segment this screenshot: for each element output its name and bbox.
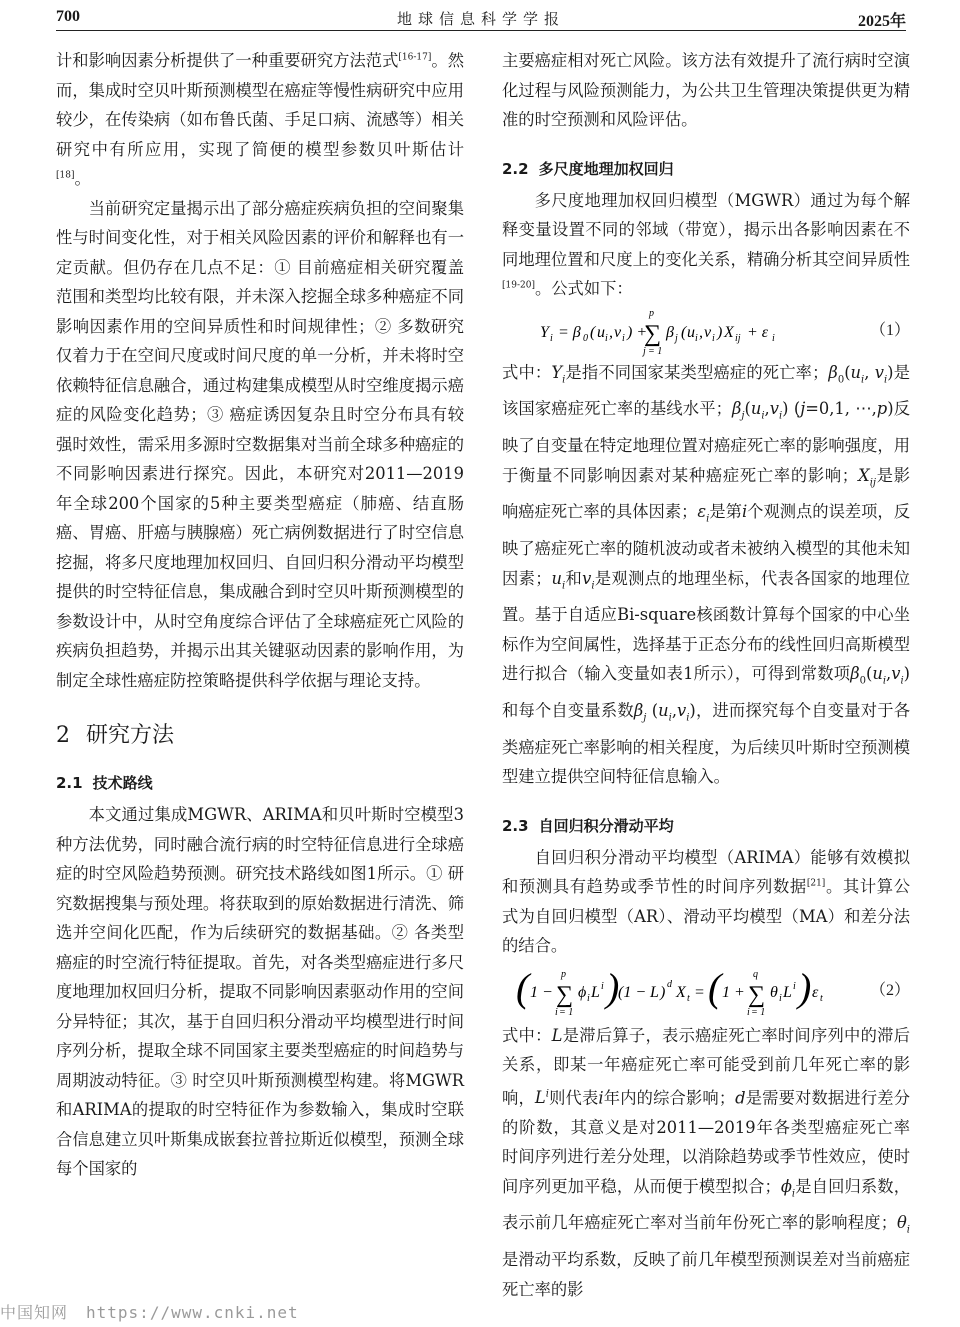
- citation[interactable]: [21]: [806, 878, 826, 889]
- equation-number: （2）: [869, 981, 910, 999]
- svg-text:i: i: [793, 981, 796, 993]
- arima-formula: [514, 961, 854, 1021]
- svg-text:∑: ∑: [644, 320, 662, 347]
- svg-text:β: β: [666, 323, 674, 341]
- svg-text:i: i: [747, 1007, 750, 1019]
- svg-text:,: ,: [699, 323, 703, 341]
- subsection-heading-2-3: 2.3 自回归积分滑动平均: [502, 816, 674, 835]
- svg-text:t: t: [687, 993, 690, 1005]
- svg-text:) +: ) +: [627, 323, 648, 341]
- svg-text:i: i: [622, 332, 625, 344]
- svg-text:v: v: [704, 323, 712, 341]
- paragraph-mgwr: 多尺度地理加权回归模型（MGWR）通过为每个解释变量设置不同的邻域（带宽），揭示出各影响因素在不同地理位置和尺度上的变化关系，精确分析其空间异质性[19-20]。公式如下：: [502, 190, 910, 298]
- svg-text:u: u: [597, 323, 605, 341]
- svg-text:v: v: [614, 323, 622, 341]
- journal-year: 2025年: [857, 13, 906, 30]
- svg-text:u: u: [687, 323, 695, 341]
- svg-text:= 1: = 1: [648, 345, 663, 357]
- svg-text:= 1: = 1: [559, 1007, 574, 1019]
- svg-text:X: X: [724, 323, 734, 341]
- paragraph-eq2-explanation: 式中：L是滞后算子，表示癌症死亡率时间序列中的滞后关系，即某一年癌症死亡率可能受到前几年死亡率的影响，$L^i$则代表i年内的综合影响；d是需要对数据进行差分的阶数，其意义是对2011—2019年各类型癌症死亡率时间序列进行差分处理，以消除趋势或季节性效应，使时间序列更加平稳，从而便于模型拟合；$\phi_i$是自回归系数，表示前几年癌症死亡率对当前年份死亡率的影响程度；$\theta_i$是滑动平均系数，反映了前几年模型预测误差对当前癌症死亡率的影: [502, 1025, 910, 1299]
- citation[interactable]: [18]: [56, 170, 75, 181]
- svg-text:1 +: 1 +: [722, 984, 745, 1002]
- svg-text:∑: ∑: [748, 982, 766, 1009]
- right-column: [502, 46, 910, 1304]
- section-number: 2: [56, 723, 70, 748]
- svg-text:i: i: [555, 1007, 558, 1019]
- svg-text:): ): [606, 965, 620, 1011]
- svg-text:,: ,: [609, 323, 613, 341]
- svg-text:L: L: [591, 984, 600, 1002]
- svg-text:i: i: [587, 993, 590, 1005]
- svg-text:j: j: [643, 345, 646, 357]
- svg-text:(: (: [590, 323, 596, 341]
- svg-text:t: t: [820, 993, 823, 1005]
- mgwr-formula: [534, 304, 834, 358]
- svg-text:=: =: [694, 984, 705, 1002]
- svg-text:): ): [798, 965, 812, 1011]
- svg-text:i: i: [779, 993, 782, 1005]
- svg-text:(: (: [681, 323, 687, 341]
- svg-text:i: i: [695, 332, 698, 344]
- svg-text:i: i: [601, 981, 604, 993]
- svg-text:0: 0: [583, 332, 588, 344]
- section-heading-2: [56, 721, 464, 751]
- svg-text:= 1: = 1: [751, 1007, 766, 1019]
- svg-text:X: X: [676, 984, 686, 1002]
- svg-text:= β: = β: [558, 323, 581, 341]
- svg-text:ij: ij: [735, 332, 741, 344]
- equation-1: [502, 304, 910, 358]
- svg-text:i: i: [712, 332, 715, 344]
- svg-text:θ: θ: [770, 984, 778, 1002]
- svg-text:i: i: [772, 332, 775, 344]
- subsection-heading-2-2: 2.2 多尺度地理加权回归: [502, 159, 674, 178]
- svg-text:j: j: [675, 332, 678, 344]
- paragraph-limitations: 当前研究定量揭示出了部分癌症疾病负担的空间聚集性与时间变化性，对于相关风险因素的评价和解释也有一定贡献。但仍存在几点不足：① 目前癌症相关研究覆盖范围和类型均比较有限，并未深入挖掘全球多种癌症不同影响因素作用的空间异质性和时间规律性；② 多数研究仅着力于在空间尺度或时间尺度的单一分析，并未将时空依赖特征信息融合，通过构建集成模型从时空维度揭示癌症的风险变化趋势；③ 癌症诱因复杂且时空分布具有较强时效性，需采用多源时空数据集对当前全球多种癌症的不同影响因素进行探究。因此，本研究对2011—2019年全球200个国家的5种主要类型癌症（肺癌、结直肠癌、胃癌、肝癌与胰腺癌）死亡病例数据进行了时空信息挖掘，将多尺度地理加权回归、自回归积分滑动平均模型提供的时空特征信息，集成融合到时空贝叶斯预测模型的参数设计中，从时空角度综合评估了全球癌症死亡风险的疾病负担趋势，并揭示出其关键驱动因素的影响作用，为制定全球性癌症防控策略提供科学依据与理论支持。: [56, 198, 464, 690]
- section-title: 研究方法: [86, 723, 175, 748]
- equation-number: （1）: [869, 321, 910, 339]
- paragraph-continued-right: 主要癌症相对死亡风险。该方法有效提升了流行病时空演化过程与风险预测能力，为公共卫生管理决策提供更为精准的时空预测和风险评估。: [502, 51, 910, 129]
- svg-text:L: L: [650, 984, 659, 1002]
- paragraph-continued: 计和影响因素分析提供了一种重要研究方法范式[16-17]。然而，集成时空贝叶斯预测模型在癌症等慢性病研究中应用较少，在传染病（如布鲁氏菌、手足口病、流感等）相关研究中有所应用，实现了简便的模型参数贝叶斯估计[18]。: [56, 51, 464, 188]
- citation[interactable]: [19-20]: [502, 280, 535, 291]
- journal-title: 地球信息科学学报: [396, 12, 565, 28]
- svg-text:(: (: [708, 965, 722, 1011]
- svg-text:i: i: [550, 332, 553, 344]
- svg-text:∑: ∑: [556, 982, 574, 1009]
- page-number: 700: [56, 8, 80, 25]
- svg-text:): ): [660, 984, 666, 1002]
- svg-text:Y: Y: [540, 323, 549, 341]
- svg-text:+ ε: + ε: [747, 323, 769, 341]
- svg-text:q: q: [753, 969, 758, 981]
- svg-text:): ): [717, 323, 723, 341]
- subsection-heading-2-1: 2.1 技术路线: [56, 774, 153, 792]
- svg-text:d: d: [667, 979, 672, 991]
- running-header: [56, 6, 906, 31]
- svg-text:p: p: [649, 307, 654, 319]
- svg-text:(1 −: (1 −: [618, 984, 647, 1002]
- svg-text:i: i: [605, 332, 608, 344]
- citation[interactable]: [16-17]: [398, 52, 432, 63]
- svg-text:(: (: [516, 965, 530, 1011]
- cnki-watermark: 中国知网 https://www.cnki.net: [0, 1303, 299, 1322]
- left-column: [56, 46, 464, 1184]
- svg-text:1 −: 1 −: [530, 984, 553, 1002]
- paragraph-eq1-explanation: 式中：$Y_i$是指不同国家某类型癌症的死亡率；$\beta_0(u_i$, $v_i$)是该国家癌症死亡率的基线水平；$\beta_j(u_i,v_i)$ (j=0,1, ⋯,p)反映了自变量在特定地理位置对癌症死亡率的影响强度，用于衡量不同影响因素对某种癌症死亡率的影响；$X_{ij}$是影响癌症死亡率的具体因素；$\varepsilon_i$是第i个观测点的误差项，反映了癌症死亡率的随机波动或者未被纳入模型的其他未知因素；$u_i$和$v_i$是观测点的地理坐标，代表各国家的地理位置。基于自适应Bi-square核函数计算每个国家的中心坐标作为空间属性，选择基于正态分布的线性回归高斯模型进行拟合（输入变量如表1所示），可得到常数项$\beta_0(u_i,v_i)$和每个自变量系数$\beta_j$ $(u_i,v_i)$，进而探究每个自变量对于各类癌症死亡率影响的相关程度，为后续贝叶斯时空预测模型建立提供空间特征信息输入。: [502, 362, 910, 787]
- svg-text:p: p: [561, 969, 566, 981]
- equation-2: [502, 961, 910, 1021]
- svg-text:L: L: [783, 984, 792, 1002]
- paragraph-arima: 自回归积分滑动平均模型（ARIMA）能够有效模拟和预测具有趋势或季节性的时间序列数据[21]。其计算公式为自回归模型（AR）、滑动平均模型（MA）和差分法的结合。: [502, 847, 910, 956]
- paragraph-technical-route: 本文通过集成MGWR、ARIMA和贝叶斯时空模型3种方法优势，同时融合流行病的时空特征信息进行全球癌症的时空风险趋势预测。研究技术路线如图1所示。① 研究数据搜集与预处理。将获取到的原始数据进行清洗、筛选并空间化匹配，作为后续研究的数据基础。② 各类型癌症的时空流行特征提取。首先，对各类型癌症进行多尺度地理加权回归分析，提取不同影响因素驱动作用的空间分异特征；其次，基于自回归积分滑动平均模型进行时间序列分析，提取全球不同国家主要类型癌症的时间趋势与周期波动特征。③ 时空贝叶斯预测模型构建。将MGWR和ARIMA的提取的时空特征作为参数输入，集成时空联合信息建立贝叶斯集成嵌套拉普拉斯近似模型，预测全球每个国家的: [56, 805, 464, 1178]
- svg-text:ϕ: ϕ: [578, 984, 587, 1002]
- svg-text:ε: ε: [812, 984, 819, 1002]
